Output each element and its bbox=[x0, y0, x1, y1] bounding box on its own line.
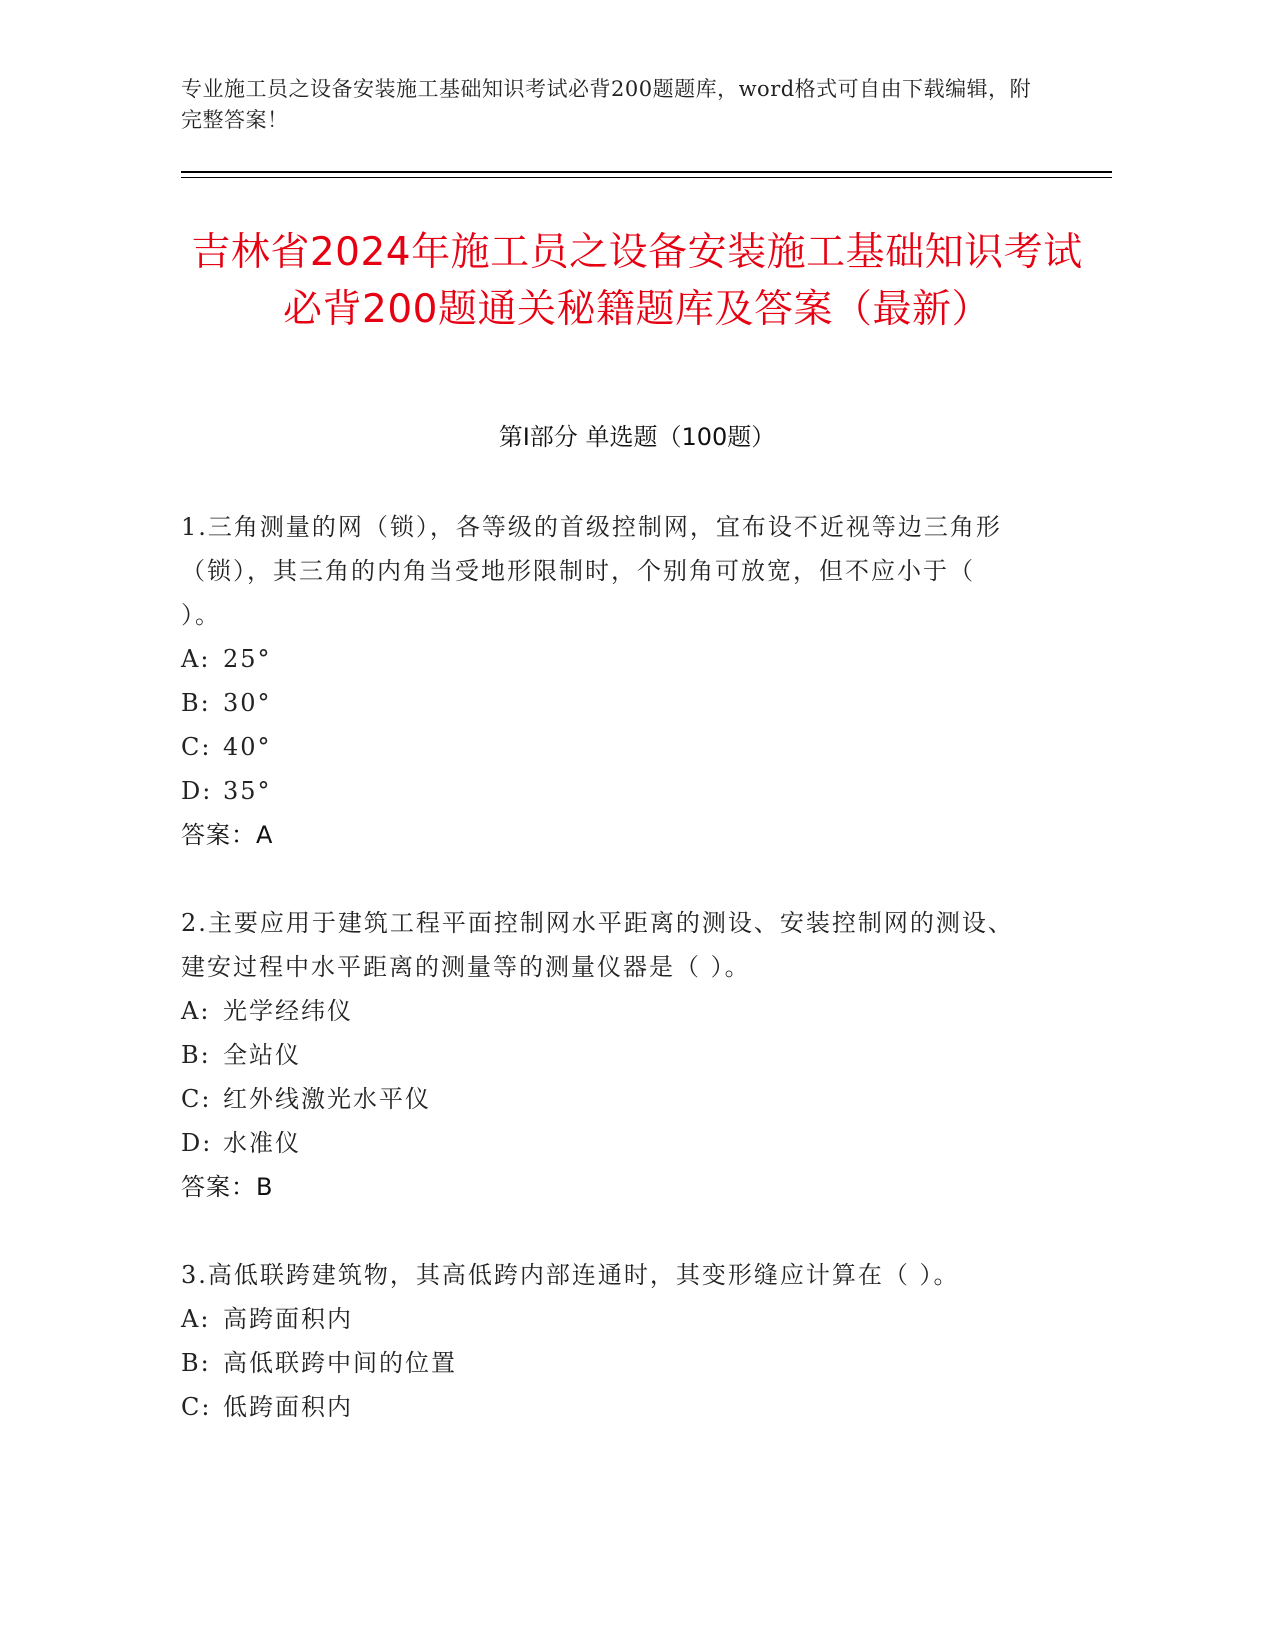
option-letter: B: bbox=[181, 689, 211, 717]
option-d bbox=[181, 1121, 1021, 1165]
option-c bbox=[181, 1077, 1021, 1121]
option-c bbox=[181, 1385, 1021, 1429]
option-a bbox=[181, 1297, 1021, 1341]
question-3 bbox=[181, 1253, 1021, 1429]
option-text: 30° bbox=[223, 689, 272, 717]
question-2 bbox=[181, 901, 1021, 1209]
question-stem: 1.三角测量的网（锁），各等级的首级控制网，宜布设不近视等边三角形（锁），其三角的内角当受地形限制时，个别角可放宽，但不应小于（ ）。 bbox=[181, 513, 1002, 629]
option-b bbox=[181, 1341, 1021, 1385]
option-a bbox=[181, 637, 1021, 681]
option-d bbox=[181, 769, 1021, 813]
option-a bbox=[181, 989, 1021, 1033]
option-letter: C: bbox=[181, 1085, 212, 1113]
option-b bbox=[181, 1033, 1021, 1077]
option-letter: A: bbox=[181, 1305, 211, 1333]
header-divider-thick bbox=[181, 171, 1112, 173]
option-letter: C: bbox=[181, 733, 212, 761]
document-title: 吉林省2024年施工员之设备安装施工基础知识考试必背200题通关秘籍题库及答案（最新） bbox=[191, 230, 1083, 332]
question-1 bbox=[181, 505, 1021, 857]
option-letter: A: bbox=[181, 997, 211, 1025]
section-title: 第I部分 单选题（100题） bbox=[498, 423, 776, 451]
question-list bbox=[181, 505, 1021, 1473]
option-letter: D: bbox=[181, 1129, 213, 1157]
answer-line: 答案：B bbox=[181, 1173, 274, 1201]
header-note: 专业施工员之设备安装施工基础知识考试必背200题题库，word格式可自由下载编辑，附完整答案！ bbox=[181, 77, 1032, 132]
option-text: 高低联跨中间的位置 bbox=[223, 1349, 457, 1377]
option-text: 光学经纬仪 bbox=[223, 997, 353, 1025]
option-letter: B: bbox=[181, 1041, 211, 1069]
option-text: 水准仪 bbox=[223, 1129, 301, 1157]
question-stem: 2.主要应用于建筑工程平面控制网水平距离的测设、安装控制网的测设、建安过程中水平距离的测量等的测量仪器是（ ）。 bbox=[181, 909, 1014, 981]
option-letter: A: bbox=[181, 645, 211, 673]
option-c bbox=[181, 725, 1021, 769]
answer-line: 答案：A bbox=[181, 821, 274, 849]
option-letter: B: bbox=[181, 1349, 211, 1377]
option-text: 25° bbox=[223, 645, 272, 673]
option-text: 全站仪 bbox=[223, 1041, 301, 1069]
option-text: 35° bbox=[223, 777, 272, 805]
option-letter: C: bbox=[181, 1393, 212, 1421]
option-text: 低跨面积内 bbox=[223, 1393, 353, 1421]
option-text: 40° bbox=[223, 733, 272, 761]
option-text: 红外线激光水平仪 bbox=[223, 1085, 431, 1113]
question-stem: 3.高低联跨建筑物，其高低跨内部连通时，其变形缝应计算在（ ）。 bbox=[181, 1261, 960, 1289]
option-letter: D: bbox=[181, 777, 213, 805]
option-b bbox=[181, 681, 1021, 725]
header-divider-thin bbox=[181, 177, 1112, 178]
option-text: 高跨面积内 bbox=[223, 1305, 353, 1333]
